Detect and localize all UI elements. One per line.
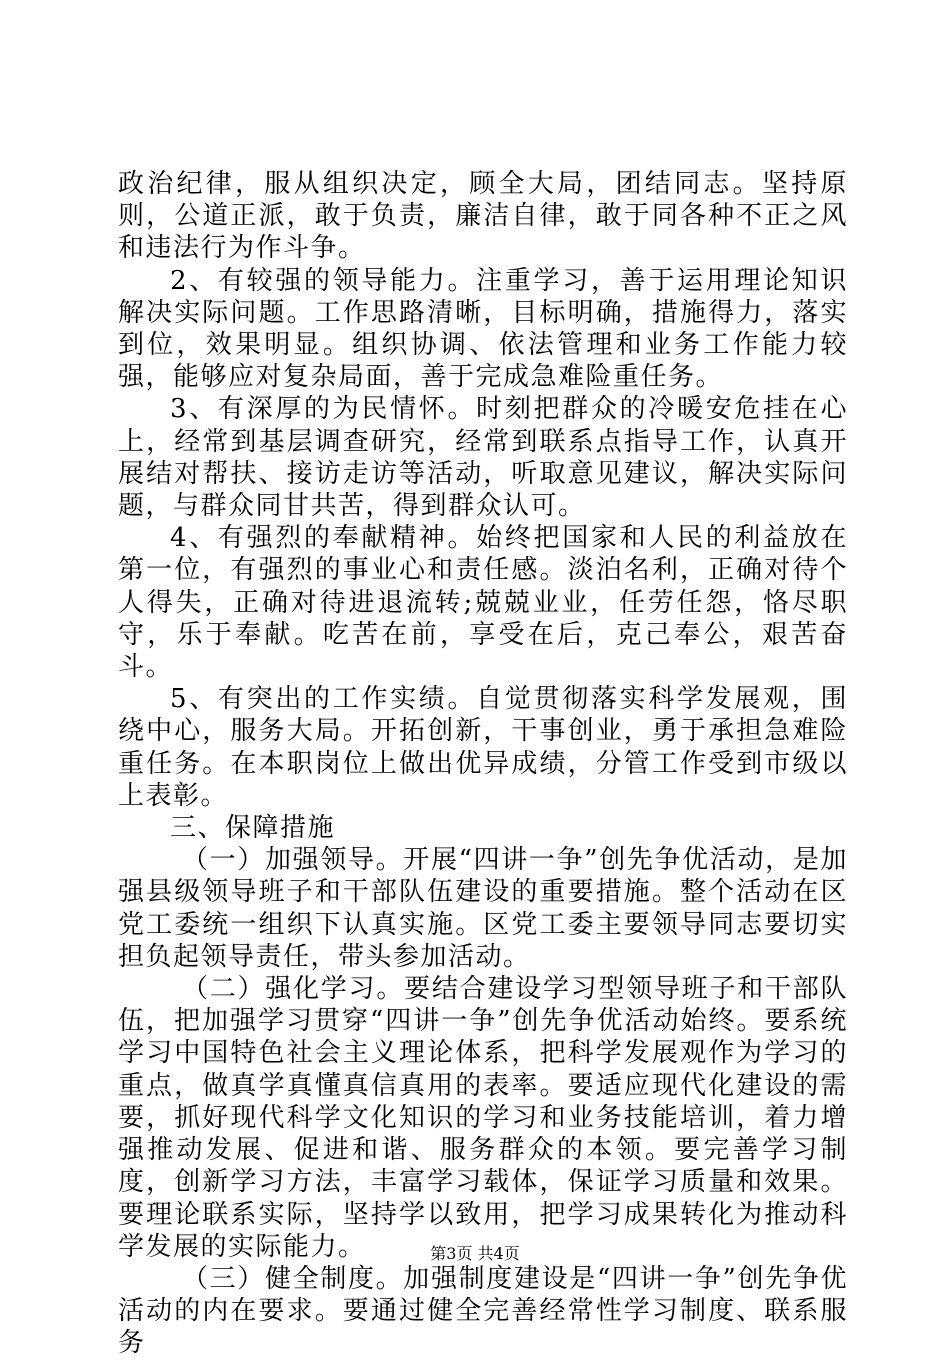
paragraph-performance: 5、有突出的工作实绩。自觉贯彻落实科学发展观，围绕中心，服务大局。开拓创新，干事创业，勇于承担急难险重任务。在本职岗位上做出优异成绩，分管工作受到市级以上表彰。 bbox=[118, 684, 848, 811]
paragraph-continuation: 政治纪律，服从组织决定，顾全大局，团结同志。坚持原则，公道正派，敢于负责，廉洁自律，敢于同各种不正之风和违法行为作斗争。 bbox=[118, 169, 848, 264]
paragraph-strengthen-leadership: （一）加强领导。开展“四讲一争”创先争优活动，是加强县级领导班子和干部队伍建设的重要措施。整个活动在区党工委统一组织下认真实施。区党工委主要领导同志要切实担负起领导责任，带头参加活动。 bbox=[118, 845, 848, 972]
section-heading-safeguards: 三、保障措施 bbox=[170, 813, 336, 844]
paragraph-strengthen-learning: （二）强化学习。要结合建设学习型领导班子和干部队伍，把加强学习贯穿“四讲一争”创先争优活动始终。要系统学习中国特色社会主义理论体系，把科学发展观作为学习的重点，做真学真懂真信真用的表率。要适应现代化建设的需要，抓好现代科学文化知识的学习和业务技能培训，着力增强推动发展、促进和谐、服务群众的本领。要完善学习制度，创新学习方法，丰富学习载体，保证学习质量和效果。要理论联系实际，坚持学以致用，把学习成果转化为推动科学发展的实际能力。 bbox=[118, 974, 848, 1262]
paragraph-leadership-ability: 2、有较强的领导能力。注重学习，善于运用理论知识解决实际问题。工作思路清晰，目标明确，措施得力，落实到位，效果明显。组织协调、依法管理和业务工作能力较强，能够应对复杂局面，善于完成急难险重任务。 bbox=[118, 265, 848, 393]
document-body bbox=[118, 168, 848, 1360]
page-number-footer: 第3页 共4页 bbox=[430, 1244, 520, 1263]
paragraph-public-sentiment: 3、有深厚的为民情怀。时刻把群众的冷暖安危挂在心上，经常到基层调查研究，经常到联系点指导工作，认真开展结对帮扶、接访走访等活动，听取意见建议，解决实际问题，与群众同甘共苦，得到群众认可。 bbox=[118, 394, 848, 522]
paragraph-improve-system: （三）健全制度。加强制度建设是“四讲一争”创先争优活动的内在要求。要通过健全完善经常性学习制度、联系服务 bbox=[118, 1263, 848, 1359]
paragraph-dedication: 4、有强烈的奉献精神。始终把国家和人民的利益放在第一位，有强烈的事业心和责任感。淡泊名利，正确对待个人得失，正确对待进退流转;兢兢业业，任劳任怨，恪尽职守，乐于奉献。吃苦在前，享受在后，克己奉公，艰苦奋斗。 bbox=[118, 523, 848, 683]
